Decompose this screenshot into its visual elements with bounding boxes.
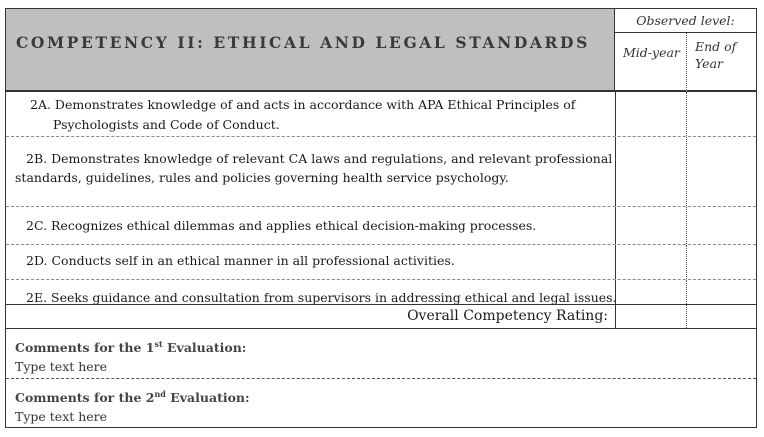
overall-rating-label: Overall Competency Rating: [407,308,608,324]
section-header [6,9,615,92]
overall-mid-year-rating[interactable] [615,305,687,328]
competency-row-2c [6,207,756,245]
competency-form [5,8,757,428]
comment-1-text-field[interactable]: Type text here [15,359,108,374]
mid-year-column-header: Mid-year [615,33,687,92]
end-year-rating-2a[interactable] [687,92,756,136]
end-year-rating-2b[interactable] [687,137,756,206]
comment-2-heading-sup: nd [154,389,166,399]
end-year-rating-2c[interactable] [687,207,756,244]
mid-year-rating-2d[interactable] [615,245,687,279]
observed-level-label: Observed level: [615,9,756,33]
item-2a-line1: 2A. Demonstrates knowledge of and acts in accordance with APA Ethical Principles of [30,97,576,112]
comment-first-evaluation [6,329,756,379]
competency-row-2d [6,245,756,280]
comment-2-text-field[interactable]: Type text here [15,409,108,424]
competency-row-2e [6,280,756,304]
comment-second-evaluation [6,379,756,427]
comment-2-heading-suffix: Evaluation: [165,390,250,406]
end-of-year-column-header [687,33,756,92]
mid-year-rating-2a[interactable] [615,92,687,136]
comment-2-heading-prefix: Comments for the 2 [15,390,155,406]
item-2a-line2: Psychologists and Code of Conduct. [53,117,280,132]
end-of-year-label-line1: End of [695,39,737,54]
comment-1-heading [15,339,246,355]
mid-year-rating-2e[interactable] [615,280,687,304]
competency-row-2a [6,92,756,137]
comment-1-heading-sup: st [154,339,163,349]
comment-1-heading-suffix: Evaluation: [162,340,247,356]
item-2b-line1: 2B. Demonstrates knowledge of relevant CA laws and regulations, and relevant professional [26,151,613,166]
end-year-rating-2d[interactable] [687,245,756,279]
end-of-year-label-line2: Year [695,56,723,71]
mid-year-rating-2c[interactable] [615,207,687,244]
item-2e-line1: 2E. Seeks guidance and consultation from supervisors in addressing ethical and legal issues. [26,290,617,305]
competency-row-2b [6,137,756,207]
comment-1-heading-prefix: Comments for the 1 [15,340,155,356]
section-title: COMPETENCY II: ETHICAL AND LEGAL STANDARDS [16,33,590,52]
mid-year-rating-2b[interactable] [615,137,687,206]
item-2c-line1: 2C. Recognizes ethical dilemmas and applies ethical decision-making processes. [26,218,537,233]
item-2b-line2: standards, guidelines, rules and policies governing health service psychology. [15,170,509,185]
end-year-rating-2e[interactable] [687,280,756,304]
comment-2-heading [15,389,250,405]
item-2d-line1: 2D. Conducts self in an ethical manner in all professional activities. [26,253,455,268]
overall-rating-row [6,304,756,329]
